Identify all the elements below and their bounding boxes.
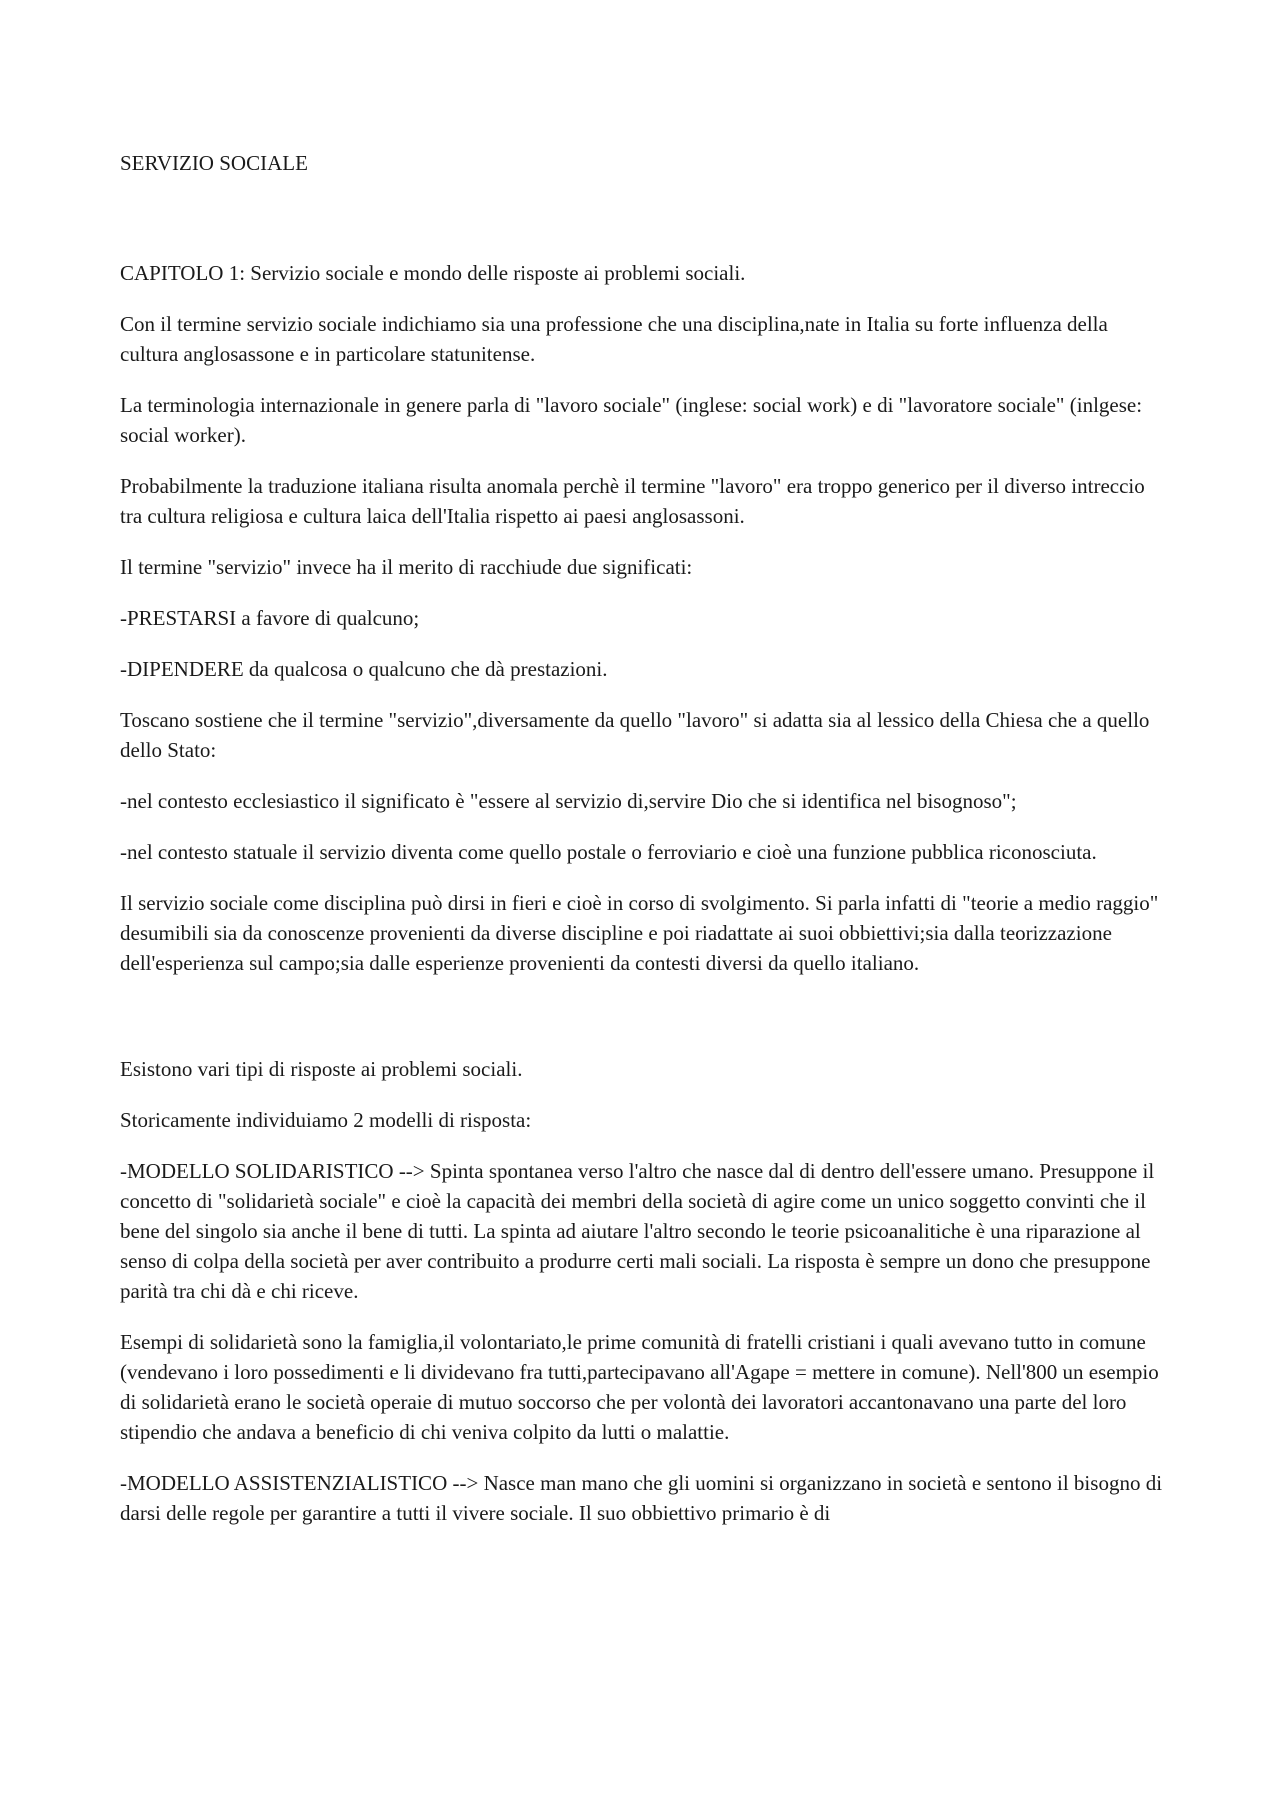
list-item: -PRESTARSI a favore di qualcuno; (120, 606, 420, 630)
paragraph: Il termine "servizio" invece ha il merito di racchiude due significati: (120, 555, 693, 579)
paragraph: Esistono vari tipi di risposte ai problemi sociali. (120, 1057, 523, 1081)
list-item: -nel contesto statuale il servizio diventa come quello postale o ferroviario e cioè una funzione pubblica riconosciuta. (120, 840, 1097, 864)
document-body (120, 148, 1165, 1549)
paragraph: Il servizio sociale come disciplina può dirsi in fieri e cioè in corso di svolgimento. Si parla infatti di "teorie a medio raggio" desumibili sia da conoscenze provenienti da diverse discipline e poi riadattate ai suoi obbiettivi;sia dalla teorizzazione dell'esperienza sul campo;sia dalle esperienze provenienti da contesti diversi da quello italiano. (120, 891, 1159, 975)
paragraph: La terminologia internazionale in genere parla di "lavoro sociale" (inglese: social work) e di "lavoratore sociale" (inlgese: social worker). (120, 393, 1143, 447)
section-spacer (120, 999, 1165, 1054)
paragraph: Probabilmente la traduzione italiana risulta anomala perchè il termine "lavoro" era troppo generico per il diverso intreccio tra cultura religiosa e cultura laica dell'Italia rispetto ai paesi anglosassoni. (120, 474, 1145, 528)
document-title: SERVIZIO SOCIALE (120, 151, 308, 175)
paragraph: Con il termine servizio sociale indichiamo sia una professione che una disciplina,nate in Italia su forte influenza della cultura anglosassone e in particolare statunitense. (120, 312, 1108, 366)
paragraph: Toscano sostiene che il termine "servizio",diversamente da quello "lavoro" si adatta sia al lessico della Chiesa che a quello dello Stato: (120, 708, 1150, 762)
paragraph: Storicamente individuiamo 2 modelli di risposta: (120, 1108, 532, 1132)
chapter-heading: CAPITOLO 1: Servizio sociale e mondo delle risposte ai problemi sociali. (120, 261, 746, 285)
paragraph: Esempi di solidarietà sono la famiglia,il volontariato,le prime comunità di fratelli cristiani i quali avevano tutto in comune (vendevano i loro possedimenti e li dividevano fra tutti,partecipavano all'Agape = mettere in comune). Nell'800 un esempio di solidarietà erano le società operaie di mutuo soccorso che per volontà dei lavoratori accantonavano una parte del loro stipendio che andava a beneficio di chi veniva colpito da lutti o malattie. (120, 1330, 1159, 1444)
list-item: -nel contesto ecclesiastico il significato è "essere al servizio di,servire Dio che si identifica nel bisognoso"; (120, 789, 1017, 813)
paragraph: -MODELLO SOLIDARISTICO --> Spinta spontanea verso l'altro che nasce dal di dentro dell'essere umano. Presuppone il concetto di "solidarietà sociale" e cioè la capacità dei membri della società di agire come un unico soggetto convinti che il bene del singolo sia anche il bene di tutti. La spinta ad aiutare l'altro secondo le teorie psicoanalitiche è una riparazione al senso di colpa della società per aver contribuito a produrre certi mali sociali. La risposta è sempre un dono che presuppone parità tra chi dà e chi riceve. (120, 1159, 1155, 1303)
paragraph: -MODELLO ASSISTENZIALISTICO --> Nasce man mano che gli uomini si organizzano in società e sentono il bisogno di darsi delle regole per garantire a tutti il vivere sociale. Il suo obbiettivo primario è di (120, 1471, 1163, 1525)
list-item: -DIPENDERE da qualcosa o qualcuno che dà prestazioni. (120, 657, 608, 681)
